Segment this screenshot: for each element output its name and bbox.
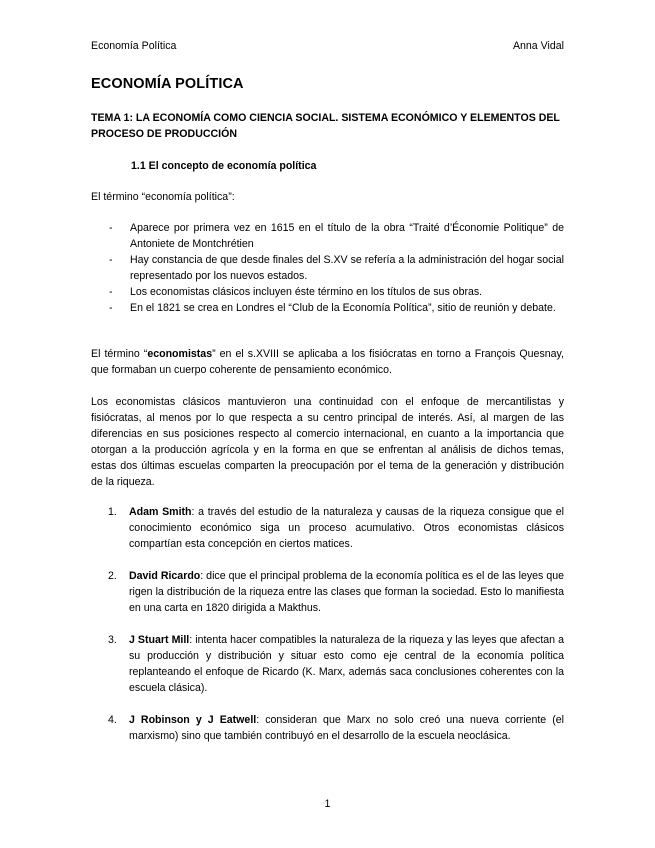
header-author: Anna Vidal bbox=[512, 40, 564, 52]
page-number: 1 bbox=[324, 798, 331, 810]
item-text: : dice que el principal problema de la economía política es el de las leyes que rigen la distribución de la riqueza entre las clases que forman la sociedad. Esto lo manifiesta en una carta en 1820 dirigida a Makthus. bbox=[129, 570, 564, 614]
item-number: 3. bbox=[108, 634, 117, 646]
topic-heading: TEMA 1: LA ECONOMÍA COMO CIENCIA SOCIAL. SISTEMA ECONÓMICO Y ELEMENTOS DEL PROCESO DE PRODUCCIÓN bbox=[91, 112, 560, 140]
numbered-list bbox=[91, 504, 564, 760]
item-number: 4. bbox=[108, 714, 117, 726]
header-course: Economía Política bbox=[91, 40, 177, 52]
item-number: 2. bbox=[108, 570, 117, 582]
list-item bbox=[91, 568, 564, 616]
item-text: : intenta hacer compatibles la naturaleza de la riqueza y las leyes que afectan a su producción y distribución y situar esto como eje central de la economía política replanteando el enfoque de Ricardo (K. Marx, además saca conclusiones coherentes con la escuela clásica). bbox=[129, 634, 564, 694]
economist-name: J Robinson y J Eatwell bbox=[129, 714, 257, 726]
paragraph-economistas bbox=[91, 346, 564, 378]
dash-list bbox=[91, 220, 564, 316]
paragraph-text: El término “ bbox=[91, 348, 148, 360]
economist-name: J Stuart Mill bbox=[129, 634, 190, 646]
list-item bbox=[91, 712, 564, 744]
economist-name: David Ricardo bbox=[129, 570, 201, 582]
item-text: : consideran que Marx no solo creó una nueva corriente (el marxismo) sino que también contribuyó en el desarrollo de la escuela neoclásica. bbox=[129, 714, 564, 742]
page-header bbox=[91, 38, 564, 54]
item-text: : a través del estudio de la naturaleza y causas de la riqueza consigue que el conocimiento económico siga un proceso acumulativo. Otros economistas clásicos compartían esta concepción en ciertos matices. bbox=[129, 506, 564, 550]
paragraph-clasicos: Los economistas clásicos mantuvieron una continuidad con el enfoque de mercantilistas y fisiócratas, al menos por lo que respecta a su centro principal de interés. Así, al margen de las diferencias en sus posiciones respecto al comercio internacional, en cuanto a la importancia que otorgan a la producción agrícola y en la forma en que se enfrentan al análisis de dichos temas, estas dos últimas escuelas comparten la preocupación por el tema de la generación y distribución de la riqueza. bbox=[91, 396, 564, 488]
subsection-heading: 1.1 El concepto de economía política bbox=[131, 160, 317, 172]
list-item: - Aparece por primera vez en 1615 en el título de la obra “Traité d’Économie Politique” de Antoniete de Montchrétien bbox=[91, 220, 564, 252]
term-intro: El término “economía política”: bbox=[91, 191, 235, 203]
list-item: - En el 1821 se crea en Londres el “Club de la Economía Política”, sitio de reunión y debate. bbox=[91, 300, 564, 316]
list-item bbox=[91, 632, 564, 696]
paragraph-text: ” en el s.XVIII se aplicaba a los fisiócratas en torno a François Quesnay, que formaban un cuerpo coherente de pensamiento económico. bbox=[91, 348, 564, 376]
document-title: ECONOMÍA POLÍTICA bbox=[91, 76, 244, 92]
bold-term: economistas bbox=[147, 348, 213, 360]
list-item bbox=[91, 504, 564, 552]
item-number: 1. bbox=[108, 506, 117, 518]
economist-name: Adam Smith bbox=[129, 506, 192, 518]
list-item: - Hay constancia de que desde finales del S.XV se refería a la administración del hogar social representado por los nuevos estados. bbox=[91, 252, 564, 284]
list-item: - Los economistas clásicos incluyen éste término en los títulos de sus obras. bbox=[91, 284, 564, 300]
